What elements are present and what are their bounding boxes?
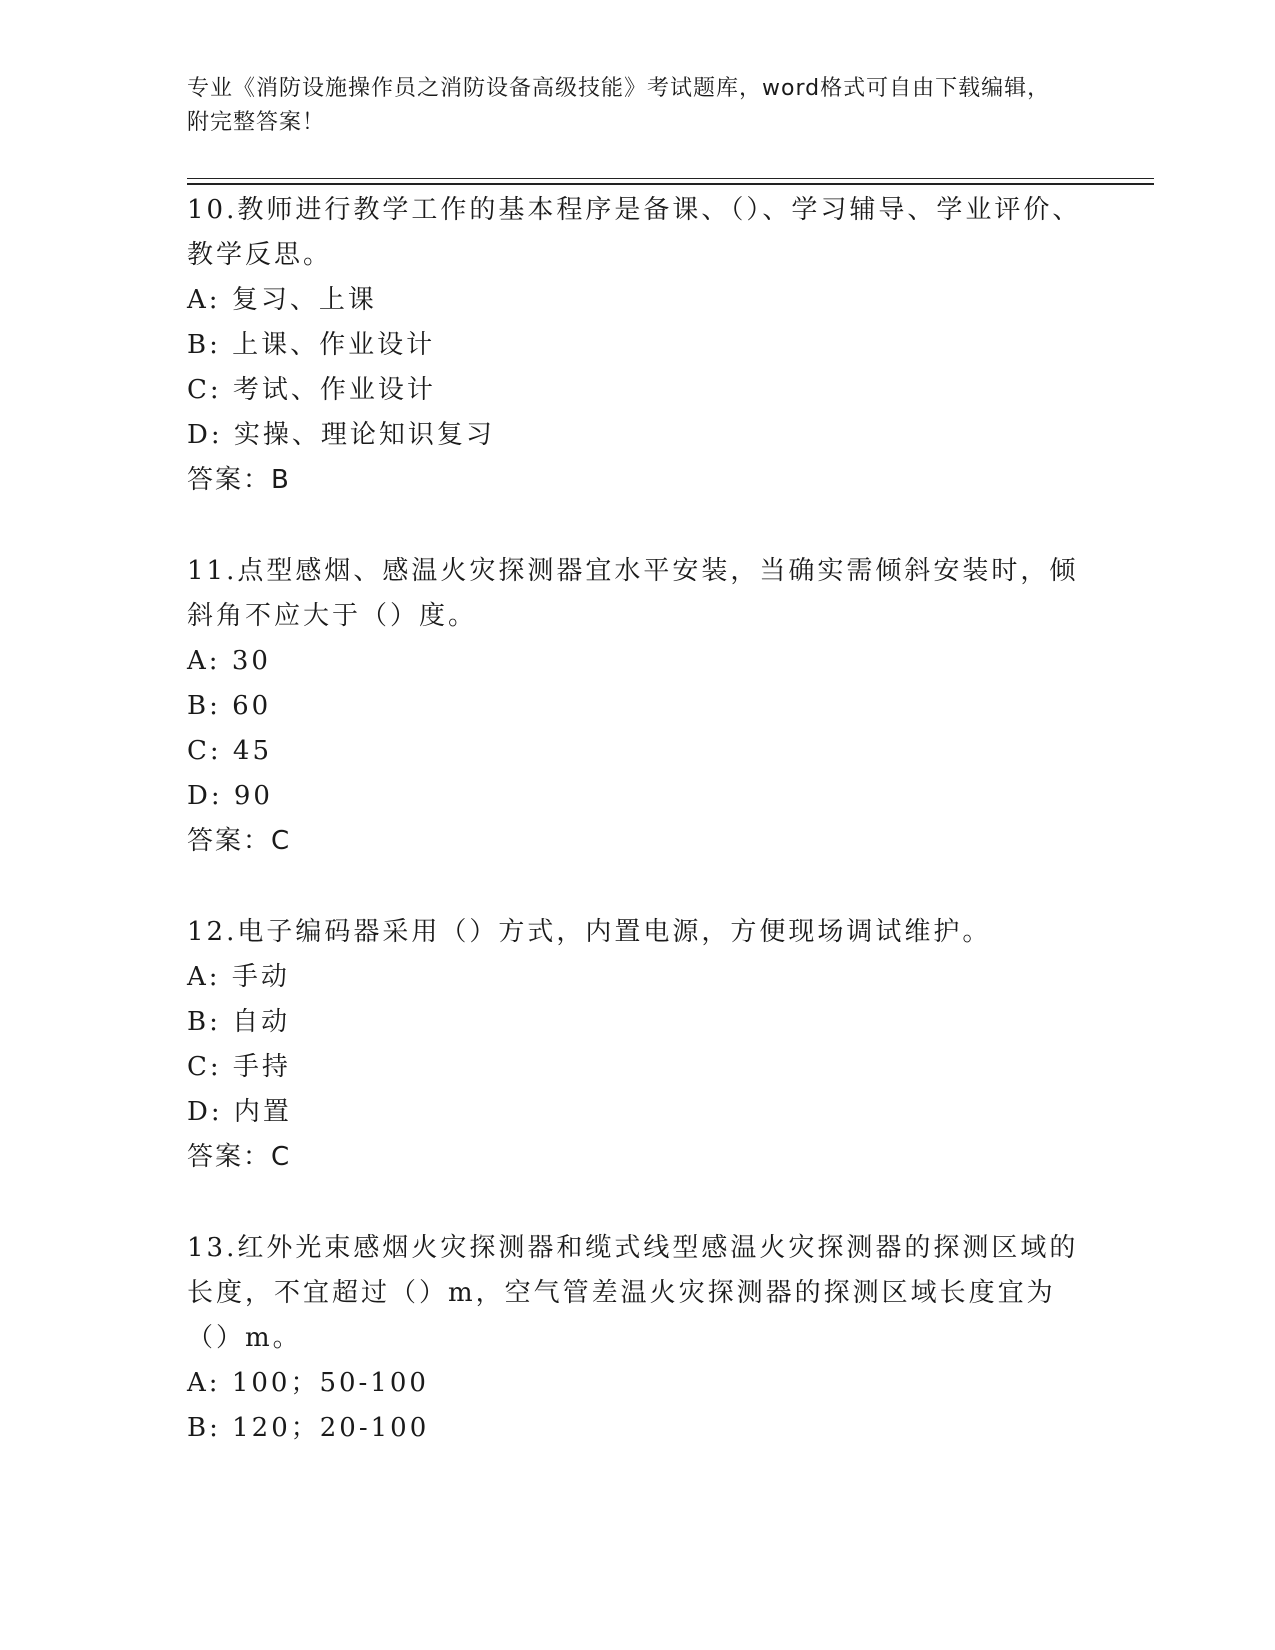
question-item [187, 188, 1087, 503]
option-key: C: [187, 736, 222, 766]
option-key: A: [187, 962, 221, 992]
option-text: 自动 [232, 1007, 291, 1037]
option-key: C: [187, 1052, 222, 1082]
question-item [187, 1226, 1087, 1451]
option-text: 复习、上课 [231, 285, 377, 315]
option-d [187, 413, 1087, 458]
option-text: 考试、作业设计 [232, 375, 436, 405]
option-key: B: [187, 1007, 221, 1037]
answer-line: 答案：C [187, 1142, 292, 1172]
option-b [187, 323, 1087, 368]
option-a [187, 278, 1087, 323]
option-key: A: [187, 1368, 221, 1398]
option-key: C: [187, 375, 222, 405]
option-text: 实操、理论知识复习 [233, 420, 495, 450]
question-stem: 10.教师进行教学工作的基本程序是备课、（）、学习辅导、学业评价、教学反思。 [187, 195, 1082, 270]
option-a [187, 639, 1087, 684]
question-stem: 11.点型感烟、感温火灾探测器宜水平安装，当确实需倾斜安装时，倾斜角不应大于（）度。 [187, 556, 1079, 631]
option-text: 手动 [231, 962, 290, 992]
option-key: D: [187, 781, 223, 811]
option-text: 120；20-100 [232, 1413, 430, 1443]
option-d [187, 774, 1087, 819]
option-key: B: [187, 330, 221, 360]
option-text: 手持 [232, 1052, 291, 1082]
option-a [187, 1361, 1087, 1406]
option-a [187, 955, 1087, 1000]
question-list [187, 188, 1087, 1497]
option-key: B: [187, 691, 221, 721]
option-c [187, 368, 1087, 413]
option-c [187, 1045, 1087, 1090]
option-text: 60 [232, 691, 272, 721]
option-key: D: [187, 1097, 223, 1127]
option-text: 30 [231, 646, 271, 676]
header-rule-thin [187, 178, 1154, 179]
option-c [187, 729, 1087, 774]
option-text: 90 [233, 781, 273, 811]
option-text: 100；50-100 [231, 1368, 429, 1398]
option-b [187, 684, 1087, 729]
option-text: 上课、作业设计 [232, 330, 436, 360]
question-stem: 12.电子编码器采用（）方式，内置电源，方便现场调试维护。 [187, 917, 992, 947]
option-text: 内置 [233, 1097, 292, 1127]
question-item [187, 549, 1087, 864]
question-stem: 13.红外光束感烟火灾探测器和缆式线型感温火灾探测器的探测区域的长度，不宜超过（）m，空气管差温火灾探测器的探测区域长度宜为（）m。 [187, 1233, 1079, 1353]
option-key: D: [187, 420, 223, 450]
document-header: 专业《消防设施操作员之消防设备高级技能》考试题库，word格式可自由下载编辑，附完整答案！ [187, 76, 1051, 135]
option-text: 45 [232, 736, 273, 766]
option-key: B: [187, 1413, 221, 1443]
answer-line: 答案：C [187, 826, 292, 856]
option-key: A: [187, 285, 221, 315]
option-b [187, 1406, 1087, 1451]
question-item [187, 910, 1087, 1180]
option-key: A: [187, 646, 221, 676]
option-d [187, 1090, 1087, 1135]
header-rule-thick [187, 183, 1154, 185]
option-b [187, 1000, 1087, 1045]
answer-line: 答案：B [187, 465, 291, 495]
